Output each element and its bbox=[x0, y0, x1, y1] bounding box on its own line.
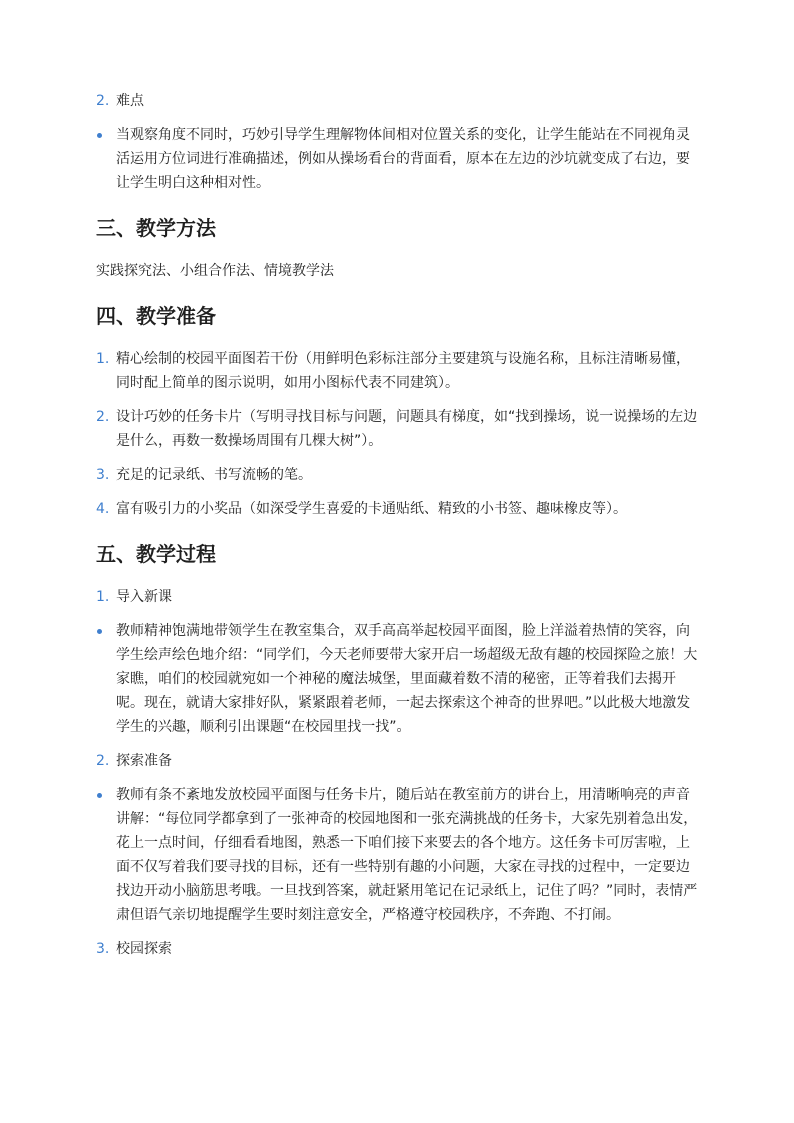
bullet-item bbox=[96, 619, 698, 739]
list-item-text: 设计巧妙的任务卡片（写明寻找目标与问题，问题具有梯度，如“找到操场，说一说操场的左边是什么，再数一数操场周围有几棵大树”）。 bbox=[116, 409, 698, 449]
list-item bbox=[96, 497, 698, 521]
list-number: 1. bbox=[96, 351, 110, 367]
list-number: 3. bbox=[96, 941, 110, 957]
list-number: 3. bbox=[96, 467, 110, 483]
list-number: 2. bbox=[96, 753, 110, 769]
list-item-text: 导入新课 bbox=[116, 589, 172, 605]
list-number: 1. bbox=[96, 589, 110, 605]
list-item-text: 充足的记录纸、书写流畅的笔。 bbox=[116, 467, 312, 483]
bullet-item bbox=[96, 783, 698, 927]
section-heading-preparation: 四、教学准备 bbox=[96, 304, 216, 328]
list-item bbox=[96, 347, 698, 395]
methods-text: 实践探究法、小组合作法、情境教学法 bbox=[96, 263, 334, 279]
list-item bbox=[96, 937, 698, 961]
bullet-item bbox=[96, 123, 698, 195]
bullet-dot-icon bbox=[97, 133, 102, 138]
section-heading-process: 五、教学过程 bbox=[96, 542, 216, 566]
list-number: 2. bbox=[96, 409, 110, 425]
list-number: 2. bbox=[96, 93, 110, 109]
list-item-text: 校园探索 bbox=[116, 941, 172, 957]
bullet-dot-icon bbox=[97, 629, 102, 634]
list-item-text: 富有吸引力的小奖品（如深受学生喜爱的卡通贴纸、精致的小书签、趣味橡皮等）。 bbox=[116, 501, 627, 517]
bullet-text: 当观察角度不同时，巧妙引导学生理解物体间相对位置关系的变化，让学生能站在不同视角灵活运用方位词进行准确描述，例如从操场看台的背面看，原本在左边的沙坑就变成了右边，要让学生明白这种相对性。 bbox=[116, 127, 690, 191]
list-item bbox=[96, 405, 698, 453]
list-item-text: 精心绘制的校园平面图若干份（用鲜明色彩标注部分主要建筑与设施名称，且标注清晰易懂，同时配上简单的图示说明，如用小图标代表不同建筑）。 bbox=[116, 351, 690, 391]
list-item bbox=[96, 463, 698, 487]
list-item-text: 难点 bbox=[116, 93, 144, 109]
section-heading-methods: 三、教学方法 bbox=[96, 216, 216, 240]
bullet-dot-icon bbox=[97, 793, 102, 798]
bullet-text: 教师有条不紊地发放校园平面图与任务卡片，随后站在教室前方的讲台上，用清晰响亮的声音讲解：“每位同学都拿到了一张神奇的校园地图和一张充满挑战的任务卡，大家先别着急出发，花上一点时间，仔细看看地图，熟悉一下咱们接下来要去的各个地方。这任务卡可厉害啦，上面不仅写着我们要寻找的目标，还有一些特别有趣的小问题，大家在寻找的过程中，一定要边找边开动小脑筋思考哦。一旦找到答案，就赶紧用笔记在记录纸上，记住了吗？”同时，表情严肃但语气亲切地提醒学生要时刻注意安全，严格遵守校园秩序，不奔跑、不打闹。 bbox=[116, 787, 698, 923]
list-item-text: 探索准备 bbox=[116, 753, 172, 769]
list-item bbox=[96, 749, 698, 773]
list-item bbox=[96, 585, 698, 609]
list-item-difficulty bbox=[96, 89, 698, 113]
list-number: 4. bbox=[96, 501, 110, 517]
bullet-text: 教师精神饱满地带领学生在教室集合，双手高高举起校园平面图，脸上洋溢着热情的笑容，向学生绘声绘色地介绍：“同学们，今天老师要带大家开启一场超级无敌有趣的校园探险之旅！大家瞧，咱们的校园就宛如一个神秘的魔法城堡，里面藏着数不清的秘密，正等着我们去揭开呢。现在，就请大家排好队，紧紧跟着老师，一起去探索这个神奇的世界吧。”以此极大地激发学生的兴趣，顺利引出课题“在校园里找一找”。 bbox=[116, 623, 698, 735]
